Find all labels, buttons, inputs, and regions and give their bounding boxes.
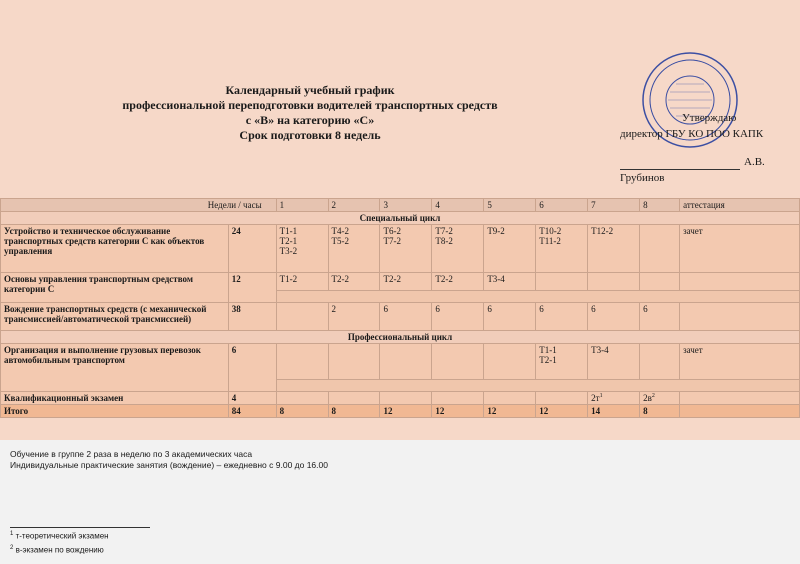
cell [680, 303, 800, 331]
spacer-cell [276, 380, 799, 392]
cell: зачет [680, 225, 800, 273]
cell-exam-driving [640, 392, 680, 405]
cell: Т12-2 [588, 225, 640, 273]
cell [640, 273, 680, 291]
cell [484, 344, 536, 380]
cell: Т7-2 Т8-2 [432, 225, 484, 273]
cell: 6 [640, 303, 680, 331]
row-name: Организация и выполнение грузовых перевозок автомобильным транспортом [1, 344, 229, 392]
footnote-1-text: т-теоретический экзамен [15, 531, 109, 541]
header-week-6: 6 [536, 199, 588, 212]
header-week-1: 1 [276, 199, 328, 212]
header-week-3: 3 [380, 199, 432, 212]
cell: Т9-2 [484, 225, 536, 273]
row-hours: 24 [228, 225, 276, 273]
approval-block [620, 110, 800, 184]
cell [588, 273, 640, 291]
header-week-4: 4 [432, 199, 484, 212]
signature-line [620, 154, 800, 186]
cell: 6 [380, 303, 432, 331]
total-label: Итого [1, 405, 229, 418]
footnote-2-mark: 2 [10, 545, 14, 551]
cell: 8 [640, 405, 680, 418]
row-hours: 38 [228, 303, 276, 331]
section-row [1, 212, 800, 225]
cell-exam-theory [588, 392, 640, 405]
table-row [1, 344, 800, 380]
cell: 6 [588, 303, 640, 331]
row-name: Устройство и техническое обслуживание транспортных средств категории С как объектов управления [1, 225, 229, 273]
cell [276, 392, 328, 405]
approval-position: директор ГБУ КО ПОО КАПК [620, 128, 764, 140]
cell: 12 [432, 405, 484, 418]
title-line-2: профессиональной переподготовки водителей транспортных средств [122, 98, 498, 112]
cell: Т2-2 [432, 273, 484, 291]
cell [380, 344, 432, 380]
cell [680, 392, 800, 405]
cell: 2 [328, 303, 380, 331]
note-line-1: Обучение в группе 2 раза в неделю по 3 академических часа [10, 449, 253, 459]
total-hours: 84 [228, 405, 276, 418]
header-attestation: аттестация [680, 199, 800, 212]
cell: Т1-1 Т2-1 Т3-2 [276, 225, 328, 273]
cell: 6 [432, 303, 484, 331]
title-line-4: Срок подготовки 8 недель [239, 128, 381, 142]
table-row [1, 225, 800, 273]
table-row [1, 273, 800, 291]
exam-theory-value: 2т [591, 393, 600, 403]
cell [432, 344, 484, 380]
note-line-2: Индивидуальные практические занятия (вождение) – ежедневно с 9.00 до 16.00 [10, 460, 328, 470]
row-hours: 4 [228, 392, 276, 405]
cell: 8 [276, 405, 328, 418]
cell [380, 392, 432, 405]
cell [432, 392, 484, 405]
table-row [1, 392, 800, 405]
notes-block [10, 449, 328, 471]
cell [680, 273, 800, 291]
header-weeks: Недели / часы [1, 199, 277, 212]
cell: Т1-1 Т2-1 [536, 344, 588, 380]
table-header [1, 199, 800, 212]
title-line-3: с «В» на категорию «С» [245, 113, 375, 127]
footnote-1-mark: 1 [10, 531, 14, 537]
exam-driving-footnote-mark: 2 [651, 393, 655, 399]
cell: Т2-2 [328, 273, 380, 291]
cell: 12 [484, 405, 536, 418]
cell: Т3-4 [588, 344, 640, 380]
row-hours: 12 [228, 273, 276, 303]
cell [640, 344, 680, 380]
title-line-1: Календарный учебный график [225, 83, 395, 97]
total-row [1, 405, 800, 418]
cell: 14 [588, 405, 640, 418]
cell [484, 392, 536, 405]
approval-signer: А.В. Грубинов [620, 156, 765, 184]
cell [276, 303, 328, 331]
cell: 12 [536, 405, 588, 418]
header-week-8: 8 [640, 199, 680, 212]
signature-underline [620, 169, 740, 170]
cell: 6 [484, 303, 536, 331]
cell: 8 [328, 405, 380, 418]
header-week-5: 5 [484, 199, 536, 212]
approval-label: Утверждаю [682, 112, 737, 124]
cell: Т4-2 Т5-2 [328, 225, 380, 273]
header-week-7: 7 [588, 199, 640, 212]
exam-theory-footnote-mark: 1 [599, 393, 603, 399]
cell [536, 392, 588, 405]
row-name: Основы управления транспортным средством категории С [1, 273, 229, 303]
footnote-2-text: в-экзамен по вождению [15, 545, 104, 555]
schedule-table [0, 198, 800, 418]
table-row [1, 303, 800, 331]
document-title [60, 83, 560, 143]
cell: Т6-2 Т7-2 [380, 225, 432, 273]
footnote-2 [10, 545, 104, 555]
cell [328, 392, 380, 405]
header-week-2: 2 [328, 199, 380, 212]
cell: Т2-2 [380, 273, 432, 291]
cell [328, 344, 380, 380]
footnote-1 [10, 531, 109, 541]
row-name: Квалификационный экзамен [1, 392, 229, 405]
footnote-divider [10, 527, 150, 528]
cell [276, 344, 328, 380]
cell: Т10-2 Т11-2 [536, 225, 588, 273]
cell [680, 405, 800, 418]
section-special: Специальный цикл [1, 212, 800, 225]
cell: Т3-4 [484, 273, 536, 291]
row-hours: 6 [228, 344, 276, 392]
cell: 12 [380, 405, 432, 418]
cell: зачет [680, 344, 800, 380]
spacer-cell [276, 291, 799, 303]
section-row [1, 331, 800, 344]
section-prof: Профессиональный цикл [1, 331, 800, 344]
exam-driving-value: 2в [643, 393, 652, 403]
cell: 6 [536, 303, 588, 331]
cell [640, 225, 680, 273]
cell: Т1-2 [276, 273, 328, 291]
row-name: Вождение транспортных средств (с механической трансмиссией/автоматической трансмиссией) [1, 303, 229, 331]
cell [536, 273, 588, 291]
